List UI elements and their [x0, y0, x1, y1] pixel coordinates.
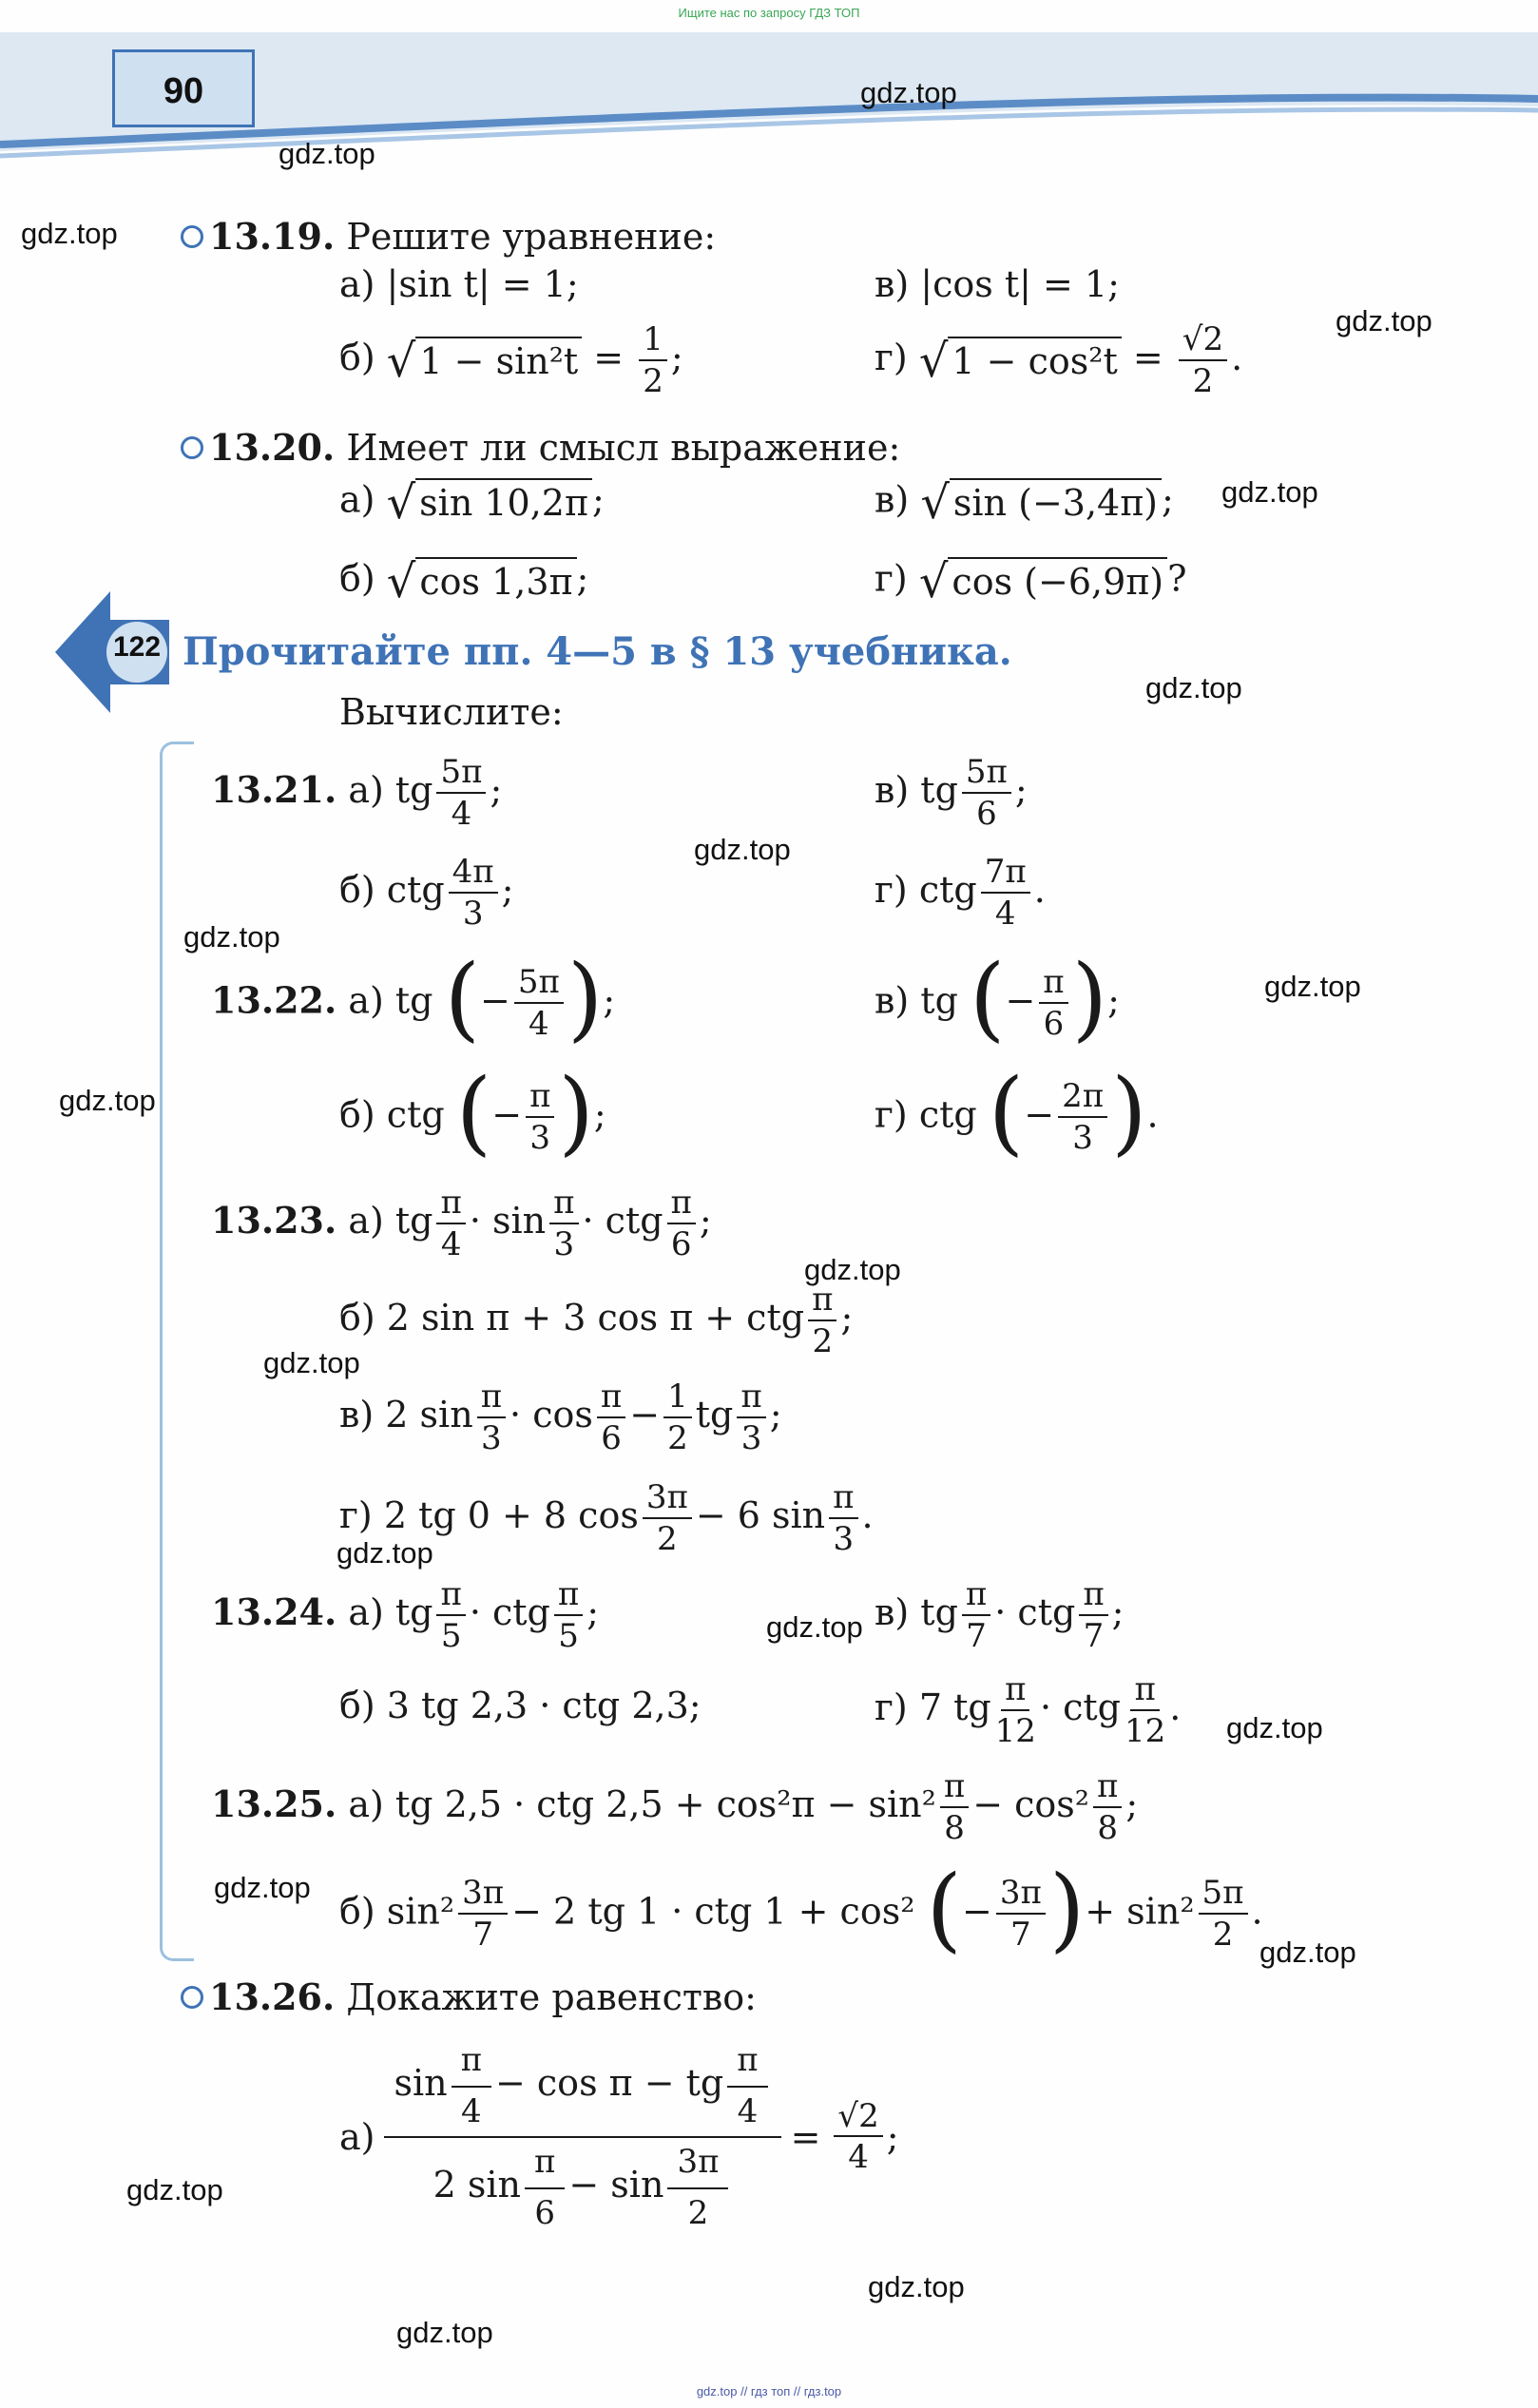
problem-13-20-title: 13.20. Имеет ли смысл выражение:	[181, 430, 900, 466]
watermark: gdz.top	[21, 217, 118, 250]
watermark: gdz.top	[1259, 1936, 1356, 1969]
problem-13-19-a: а) |sin t| = 1;	[339, 263, 579, 305]
problem-13-20-g: г) √ cos (−6,9π) ?	[875, 555, 1187, 608]
watermark: gdz.top	[183, 920, 280, 954]
watermark: gdz.top	[868, 2270, 965, 2303]
problem-13-21-b: б) ctg $\frac{4\pi}{3}$ ;	[339, 853, 514, 933]
section-badge: 122	[112, 631, 162, 663]
watermark: gdz.top	[214, 1871, 311, 1904]
watermark: gdz.top	[1264, 970, 1361, 1003]
problem-13-25-b: б) sin² $\frac{3\pi}{7}$ − 2 tg 1 · ctg 1 + cos² (− $\frac{3\pi}{7}$ )+ sin² $\frac{5\pi}{2}$ .	[339, 1856, 1263, 1962]
problem-13-22-b: б) ctg (− $\frac{\pi}{3}$ );	[339, 1059, 606, 1165]
problem-13-22-g: г) ctg (− $\frac{2\pi}{3}$ ).	[875, 1059, 1159, 1165]
section-header: Прочитайте пп. 4—5 в § 13 учебника.	[183, 629, 1012, 674]
watermark: gdz.top	[126, 2173, 223, 2206]
exercise-bracket	[160, 742, 194, 1961]
problem-13-22-v: в) tg (− $\frac{\pi}{6}$ );	[875, 945, 1120, 1051]
problem-13-24-v: в) tg $\frac{\pi}{7}$ · ctg $\frac{\pi}{7}$ ;	[875, 1575, 1125, 1655]
problem-13-21-v: в) tg $\frac{5\pi}{6}$ ;	[875, 753, 1028, 833]
problem-13-24-a: 13.24. а) tg $\frac{\pi}{5}$ · ctg $\frac{\pi}{5}$ ;	[211, 1575, 600, 1655]
watermark: gdz.top	[279, 137, 375, 170]
problem-13-24-g: г) 7 tg $\frac{\pi}{12}$ · ctg $\frac{\pi}{12}$ .	[875, 1670, 1182, 1750]
problem-13-23-g: г) 2 tg 0 + 8 cos $\frac{3\pi}{2}$ − 6 sin $\frac{\pi}{3}$ .	[339, 1478, 874, 1558]
problem-13-22-a: 13.22. а) tg (− $\frac{5\pi}{4}$ );	[211, 945, 616, 1051]
problem-13-23-b: б) 2 sin π + 3 cos π + ctg $\frac{\pi}{2}$ ;	[339, 1281, 854, 1360]
compute-label: Вычислите:	[339, 691, 564, 733]
circle-bullet-icon	[181, 1986, 203, 2009]
watermark: gdz.top	[1221, 475, 1318, 509]
problem-13-19-g: г) √ 1 − cos²t = $\frac{√2}{2}$ .	[875, 320, 1243, 400]
problem-13-21-a: 13.21. а) tg $\frac{5\pi}{4}$ ;	[211, 753, 503, 833]
top-note: Ищите нас по запросу ГДЗ ТОП	[678, 6, 860, 20]
problem-13-25-a: 13.25. а) tg 2,5 · ctg 2,5 + cos²π − sin² $\frac{\pi}{8}$ − cos² $\frac{\pi}{8}$ ;	[211, 1767, 1139, 1847]
problem-13-20-v: в) √ sin (−3,4π) ;	[875, 476, 1174, 530]
watermark: gdz.top	[336, 1536, 433, 1570]
problem-13-19-title: 13.19. Решите уравнение:	[181, 219, 716, 255]
problem-13-24-b: б) 3 tg 2,3 · ctg 2,3;	[339, 1685, 702, 1726]
page-number: 90	[112, 49, 255, 127]
watermark: gdz.top	[1145, 671, 1242, 704]
problem-13-23-v: в) 2 sin $\frac{\pi}{3}$ · cos $\frac{\pi}{6}$ − $\frac{1}{2}$ tg $\frac{\pi}{3}$ ;	[339, 1377, 782, 1457]
watermark: gdz.top	[804, 1253, 901, 1286]
watermark: gdz.top	[396, 2316, 493, 2349]
problem-13-19-b: б) √ 1 − sin²t = $\frac{1}{2}$ ;	[339, 320, 683, 400]
watermark: gdz.top	[694, 833, 791, 866]
problem-13-23-a: 13.23. а) tg $\frac{\pi}{4}$ · sin $\frac{\pi}{3}$ · ctg $\frac{\pi}{6}$ ;	[211, 1184, 712, 1263]
watermark: gdz.top	[59, 1084, 156, 1117]
problem-13-21-g: г) ctg $\frac{7\pi}{4}$ .	[875, 853, 1046, 933]
circle-bullet-icon	[181, 436, 203, 459]
watermark: gdz.top	[860, 76, 957, 109]
watermark: gdz.top	[263, 1346, 360, 1379]
problem-13-26-title: 13.26. Докажите равенство:	[181, 1979, 757, 2015]
watermark: gdz.top	[1336, 304, 1432, 337]
problem-13-26-a: а) sin $\frac{\pi}{4}$ − cos π − tg $\frac{\pi}{4}$ 2 sin $\frac{\pi}{6}$ − sin $\frac{3\pi}{2}$ = $\frac{√2}{4}$ ;	[339, 2041, 899, 2233]
problem-13-20-a: а) √ sin 10,2π ;	[339, 476, 605, 530]
circle-bullet-icon	[181, 225, 203, 248]
bottom-note: gdz.top // гдз топ // гдз.top	[696, 2384, 842, 2398]
watermark: gdz.top	[1226, 1711, 1323, 1744]
watermark: gdz.top	[766, 1610, 863, 1644]
problem-13-19-v: в) |cos t| = 1;	[875, 263, 1120, 305]
problem-13-20-b: б) √ cos 1,3π ;	[339, 555, 589, 608]
